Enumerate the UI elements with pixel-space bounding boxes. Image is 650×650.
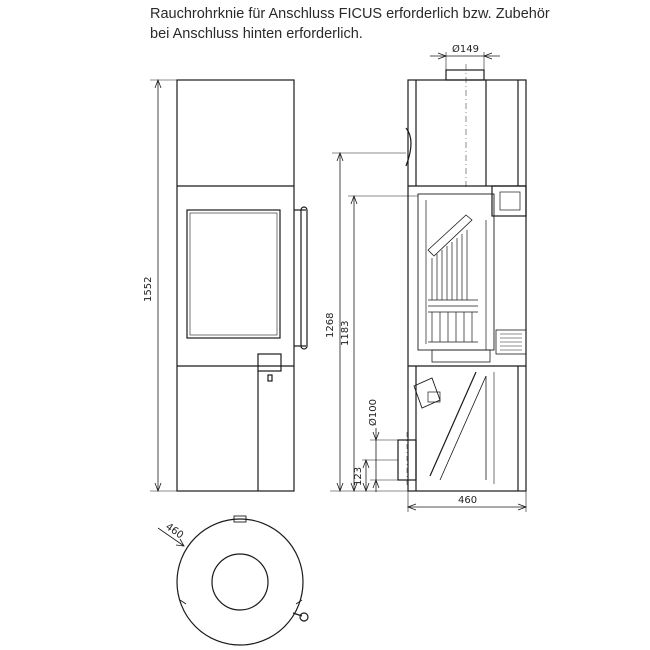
depth-label: 460 (458, 495, 478, 506)
front-height-label: 1552 (143, 276, 154, 302)
side-view-air-duct-front (430, 372, 476, 476)
side-view-air-duct-back (440, 376, 486, 480)
front-view (143, 80, 307, 491)
front-view-body-outline (177, 80, 294, 491)
front-view-door-glass (187, 210, 280, 338)
flue-diameter-label: Ø149 (452, 44, 479, 55)
front-view-door-glass-inner (190, 213, 277, 335)
side-view-flue-collar (446, 70, 484, 80)
side-view (325, 43, 526, 512)
side-view-smoke-outlet-inner (500, 192, 520, 210)
top-view-outer-circle (177, 519, 303, 645)
installation-note-line-1: Rauchrohrknie für Anschluss FICUS erforderlich bzw. Zubehör (150, 6, 550, 22)
side-view-ash-pan (432, 350, 490, 362)
top-view-handle-knob (300, 613, 308, 621)
front-view-lock-knob (268, 375, 272, 381)
side-view-rear-outlet (414, 378, 440, 408)
flue-height-label: 1268 (325, 312, 336, 338)
top-view (158, 516, 308, 645)
front-view-ash-drawer-grip (258, 354, 281, 371)
top-diameter-label: 460 (163, 521, 186, 542)
side-view-grate-bars (428, 230, 478, 306)
rear-outlet-height-label: 1183 (340, 320, 351, 346)
inlet-diameter-label: Ø100 (368, 399, 379, 426)
inlet-height-label: 123 (353, 466, 364, 486)
top-view-flue-circle (212, 554, 268, 610)
installation-note-line-2: bei Anschluss hinten erforderlich. (150, 26, 363, 42)
front-view-door-handle (301, 207, 307, 349)
side-view-baffle-plate (428, 215, 472, 256)
side-view-smoke-outlet-box (492, 186, 526, 216)
side-view-lower-grate (428, 312, 478, 342)
side-view-air-control-hatch (500, 334, 522, 350)
